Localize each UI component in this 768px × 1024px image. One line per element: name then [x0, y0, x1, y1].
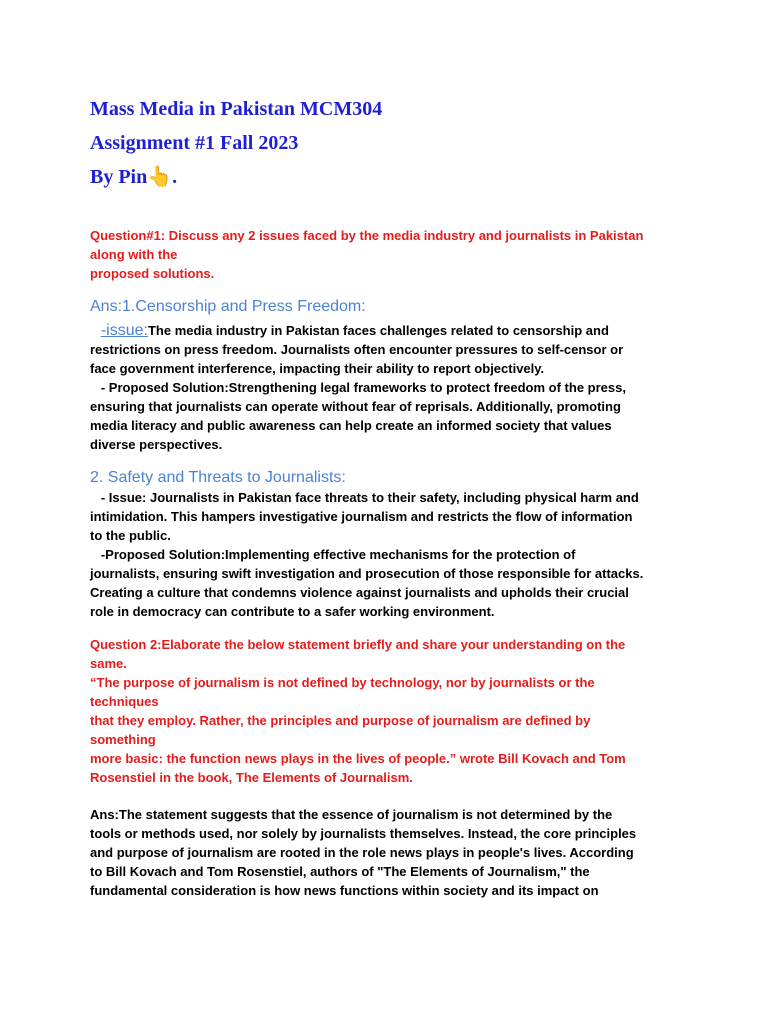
- question-2-line: “The purpose of journalism is not defined by technology, nor by journalists or the: [90, 675, 595, 690]
- answer-1-issue-line: [90, 321, 690, 340]
- issue-label: -issue:: [100, 322, 148, 339]
- question-2-line: same.: [90, 656, 127, 671]
- answer-1-solution-line: [90, 378, 690, 397]
- author-line: By Pin👆.: [90, 166, 178, 188]
- solution-text: -Proposed Solution:Implementing effective mechanisms for the protection of: [100, 547, 576, 562]
- answer-2-line: intimidation. This hampers investigative journalism and restricts the flow of information: [90, 509, 633, 524]
- answer-1-line: media literacy and public awareness can help create an informed society that values: [90, 418, 612, 433]
- title-block: [90, 92, 382, 194]
- answer-2-heading: 2. Safety and Threats to Journalists:: [90, 469, 346, 486]
- question-2-line: Question 2:Elaborate the below statement briefly and share your understanding on the: [90, 637, 626, 652]
- issue-text: - Issue: Journalists in Pakistan face threats to their safety, including physical harm and: [100, 490, 639, 505]
- answer-1-line: restrictions on press freedom. Journalists often encounter pressures to self-censor or: [90, 342, 624, 357]
- question-2: [90, 635, 690, 787]
- answer-2-line: journalists, ensuring swift investigation and prosecution of those responsible for attacks.: [90, 566, 644, 581]
- answer-2-issue-line: [90, 488, 690, 507]
- answer-2-line: to the public.: [90, 528, 171, 543]
- question-1-line: along with the: [90, 247, 178, 262]
- answer-1-section: [90, 297, 690, 454]
- question-2-line: Rosenstiel in the book, The Elements of Journalism.: [90, 770, 413, 785]
- answer-1-line: diverse perspectives.: [90, 437, 223, 452]
- answer-3-line: fundamental consideration is how news functions within society and its impact on: [90, 883, 599, 898]
- document-body: [90, 226, 690, 900]
- answer-3-section: [90, 805, 690, 900]
- question-2-line: techniques: [90, 694, 159, 709]
- question-2-line: more basic: the function news plays in the lives of people.” wrote Bill Kovach and Tom: [90, 751, 626, 766]
- answer-1-heading: Ans:1.Censorship and Press Freedom:: [90, 298, 366, 315]
- question-1-line: proposed solutions.: [90, 266, 215, 281]
- solution-text: - Proposed Solution:Strengthening legal frameworks to protect freedom of the press,: [100, 380, 626, 395]
- answer-1-line: face government interference, impacting their ability to report objectively.: [90, 361, 545, 376]
- answer-3-line: and purpose of journalism are rooted in the role news plays in people's lives. According: [90, 845, 634, 860]
- answer-3-line: tools or methods used, nor solely by journalists themselves. Instead, the core principles: [90, 826, 637, 841]
- question-2-line: that they employ. Rather, the principles and purpose of journalism are defined by: [90, 713, 591, 728]
- answer-3-line: Ans:The statement suggests that the essence of journalism is not determined by the: [90, 807, 613, 822]
- answer-3-line: to Bill Kovach and Tom Rosenstiel, authors of "The Elements of Journalism," the: [90, 864, 590, 879]
- question-2-line: something: [90, 732, 156, 747]
- answer-2-line: Creating a culture that condemns violence against journalists and upholds their crucial: [90, 585, 629, 600]
- answer-1-line: ensuring that journalists can operate without fear of reprisals. Additionally, promoting: [90, 399, 621, 414]
- question-1: [90, 226, 690, 283]
- question-1-line: Question#1: Discuss any 2 issues faced by the media industry and journalists in Pakistan: [90, 228, 644, 243]
- assignment-title: Assignment #1 Fall 2023: [90, 132, 299, 154]
- course-title: Mass Media in Pakistan MCM304: [90, 98, 383, 120]
- answer-2-section: [90, 468, 690, 621]
- answer-2-line: role in democracy can contribute to a safer working environment.: [90, 604, 495, 619]
- issue-text: The media industry in Pakistan faces challenges related to censorship and: [147, 323, 609, 338]
- answer-2-solution-line: [90, 545, 690, 564]
